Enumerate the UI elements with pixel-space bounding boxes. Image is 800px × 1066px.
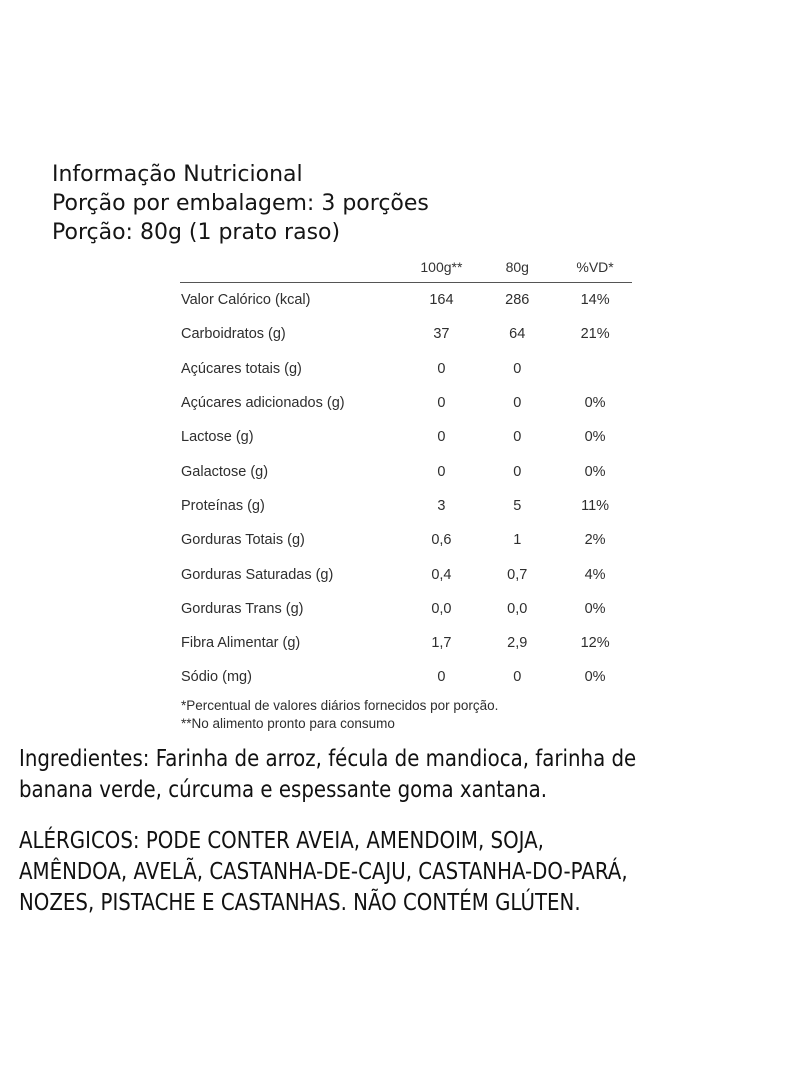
- value-vd: 11%: [581, 497, 610, 514]
- nutrient-name: Gorduras Totais (g): [181, 532, 305, 549]
- table-row: [180, 557, 632, 591]
- value-80g: 1: [513, 532, 522, 549]
- column-header-80g: 80g: [505, 259, 529, 275]
- value-80g: 0: [513, 360, 522, 377]
- ingredients-line: Ingredientes: Farinha de arroz, fécula de mandioca, farinha de: [19, 746, 637, 772]
- value-vd: 0%: [584, 395, 606, 412]
- nutrient-name: Galactose (g): [181, 463, 269, 480]
- value-100g: 0: [437, 360, 446, 377]
- value-100g: 0: [437, 395, 446, 412]
- table-row: [180, 592, 632, 626]
- value-80g: 2,9: [507, 635, 528, 652]
- footnote-vd: *Percentual de valores diários fornecidos por porção.: [181, 697, 499, 713]
- value-100g: 3: [437, 497, 446, 514]
- value-vd: 14%: [580, 292, 610, 309]
- serving-size: Porção: 80g (1 prato raso): [52, 220, 341, 245]
- nutrient-name: Açúcares totais (g): [181, 360, 302, 377]
- ingredients-line: banana verde, cúrcuma e espessante goma xantana.: [19, 777, 548, 803]
- table-row: [180, 317, 632, 351]
- allergens-text: [19, 826, 767, 919]
- value-100g: 0,6: [431, 532, 452, 549]
- value-vd: 0%: [584, 600, 606, 617]
- value-80g: 0,7: [507, 566, 528, 583]
- value-80g: 0: [513, 395, 522, 412]
- value-vd: 2%: [584, 532, 606, 549]
- footnote-ready-to-eat: **No alimento pronto para consumo: [181, 715, 395, 731]
- value-80g: 0: [513, 429, 522, 446]
- nutrient-name: Sódio (mg): [181, 669, 252, 686]
- value-vd: 4%: [584, 566, 606, 583]
- nutrient-name: Proteínas (g): [181, 497, 265, 514]
- value-100g: 0: [437, 429, 446, 446]
- table-row: [180, 660, 632, 694]
- nutrient-name: Gorduras Trans (g): [181, 600, 304, 617]
- nutrition-title: Informação Nutricional: [52, 162, 303, 187]
- value-100g: 1,7: [431, 635, 452, 652]
- allergens-line: NOZES, PISTACHE E CASTANHAS. NÃO CONTÉM GLÚTEN.: [19, 890, 581, 916]
- table-row: [180, 420, 632, 454]
- table-row: [180, 283, 632, 317]
- table-row: [180, 489, 632, 523]
- nutrient-name: Açúcares adicionados (g): [181, 395, 345, 412]
- value-vd: 0%: [584, 669, 606, 686]
- value-80g: 0: [513, 669, 522, 686]
- value-vd: 21%: [580, 326, 610, 343]
- value-100g: 37: [433, 326, 450, 343]
- table-row: [180, 454, 632, 488]
- value-80g: 286: [505, 292, 530, 309]
- nutrient-name: Fibra Alimentar (g): [181, 635, 301, 652]
- value-vd: 0%: [584, 429, 606, 446]
- value-100g: 0: [437, 463, 446, 480]
- nutrient-name: Carboidratos (g): [181, 326, 286, 343]
- table-row: [180, 523, 632, 557]
- value-vd: 12%: [580, 635, 610, 652]
- table-row: [180, 626, 632, 660]
- allergens-line: AMÊNDOA, AVELÃ, CASTANHA-DE-CAJU, CASTANHA-DO-PARÁ,: [19, 859, 628, 885]
- value-80g: 64: [509, 326, 526, 343]
- column-header-100g: 100g**: [420, 259, 463, 275]
- nutrient-name: Gorduras Saturadas (g): [181, 566, 334, 583]
- value-80g: 0,0: [507, 600, 528, 617]
- value-80g: 5: [513, 497, 522, 514]
- table-row: [180, 352, 632, 386]
- value-80g: 0: [513, 463, 522, 480]
- table-header: [180, 252, 632, 283]
- nutrient-name: Lactose (g): [181, 429, 254, 446]
- table-footnotes: [180, 697, 632, 733]
- value-100g: 0,0: [431, 600, 452, 617]
- ingredients-text: [19, 744, 767, 806]
- allergens-line: ALÉRGICOS: PODE CONTER AVEIA, AMENDOIM, SOJA,: [19, 828, 544, 854]
- nutrient-name: Valor Calórico (kcal): [181, 292, 311, 309]
- nutrition-header: [52, 160, 429, 247]
- servings-per-package: Porção por embalagem: 3 porções: [52, 191, 429, 216]
- column-header-vd: %VD*: [576, 259, 614, 275]
- value-100g: 164: [429, 292, 454, 309]
- table-row: [180, 386, 632, 420]
- nutrition-table: [180, 252, 632, 733]
- value-100g: 0: [437, 669, 446, 686]
- value-vd: 0%: [584, 463, 606, 480]
- value-100g: 0,4: [431, 566, 452, 583]
